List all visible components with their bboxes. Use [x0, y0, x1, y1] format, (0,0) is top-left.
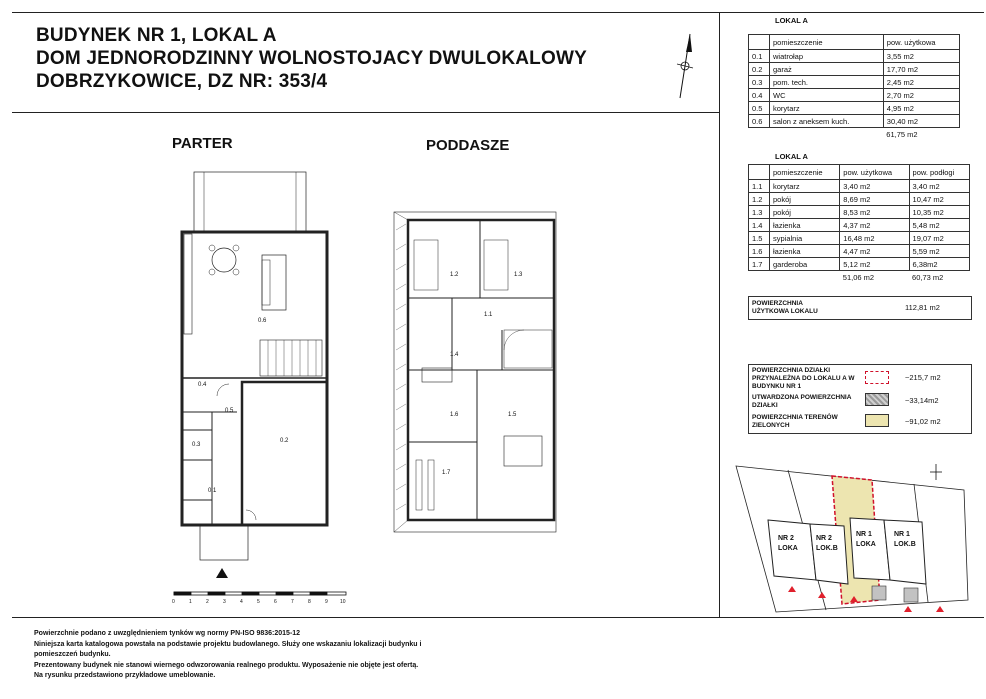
footer-line-3: pomieszczeń budynku.	[34, 651, 111, 658]
site-house-2-line-1: NR 2	[816, 535, 832, 542]
room-label-1.1: 1.1	[484, 312, 493, 318]
poddasze-total-floor: 60,73 m2	[912, 272, 944, 282]
summary-label-line-1: POWIERZCHNIA	[752, 300, 803, 307]
title-block	[36, 24, 587, 93]
footer-line-4: Prezentowany budynek nie stanowi wiernego odwzorowania realnego produktu. Wyposażenie nie objęte jest ofertą.	[34, 661, 419, 669]
footer-line-2: Niniejsza karta katalogowa powstała na podstawie projektu budowlanego. Służy one wskazaniu lokalizacji budynku i	[34, 640, 422, 648]
legend-1-line-2: PRZYNALEŻNA DO LOKALU A W	[752, 375, 855, 382]
title-line-2: DOM JEDNORODZINNY WOLNOSTOJACY DWULOKALOWY	[36, 48, 587, 69]
room-label-0.4: 0.4	[198, 382, 207, 388]
scale-tick-2: 2	[206, 599, 209, 605]
header-room: pomieszczenie	[770, 165, 840, 180]
scale-tick-4: 4	[240, 599, 243, 605]
frame-title-bottom	[12, 112, 719, 113]
legend-3-line-2: ZIELONYCH	[752, 422, 790, 429]
site-house-1-line-1: NR 2	[778, 535, 794, 542]
legend-swatch-dashed-red	[865, 371, 889, 384]
table-header-row	[749, 35, 960, 50]
site-house-2-line-2: LOK.B	[816, 545, 838, 552]
legend-2-value: ~33,14m2	[905, 396, 939, 405]
site-plan	[732, 460, 972, 620]
scale-bar	[172, 590, 352, 606]
room-label-0.3: 0.3	[192, 442, 201, 448]
parter-area-table	[748, 34, 960, 140]
poddasze-total-usable: 51,06 m2	[842, 272, 875, 282]
room-label-0.1: 0.1	[208, 488, 217, 494]
table-row: 1.1 korytarz 3,40 m2 3,40 m2	[749, 180, 970, 193]
scale-tick-1: 1	[189, 599, 192, 605]
header-room: pomieszczenie	[770, 35, 884, 50]
legend-1-value: ~215,7 m2	[905, 373, 941, 382]
legend-2-line-2: DZIAŁKI	[752, 402, 778, 409]
header-usable: pow. użytkowa	[883, 35, 959, 50]
site-house-3-line-1: NR 1	[856, 531, 872, 538]
frame-divider-vertical	[719, 12, 720, 617]
poddasze-table-caption: LOKAL A	[775, 152, 808, 161]
footer-notes	[34, 629, 421, 682]
poddasze-label: PODDASZE	[426, 137, 510, 154]
table-row: 0.3 pom. tech. 2,45 m2	[749, 76, 960, 89]
scale-tick-3: 3	[223, 599, 226, 605]
legend-1-line-3: BUDYNKU NR 1	[752, 383, 802, 390]
table-row: 0.1 wiatrołap 3,55 m2	[749, 50, 960, 63]
room-label-1.2: 1.2	[450, 272, 459, 278]
summary-value: 112,81 m2	[905, 303, 940, 312]
table-row: 1.7 garderoba 5,12 m2 6,38m2	[749, 258, 970, 271]
scale-tick-6: 6	[274, 599, 277, 605]
room-label-1.5: 1.5	[508, 412, 517, 418]
table-row: 0.4 WC 2,70 m2	[749, 89, 960, 102]
table-row: 1.4 łazienka 4,37 m2 5,48 m2	[749, 219, 970, 232]
table-total-row	[749, 128, 960, 141]
site-house-4-line-2: LOK.B	[894, 541, 916, 548]
room-label-1.3: 1.3	[514, 272, 523, 278]
scale-tick-5: 5	[257, 599, 260, 605]
frame-top-line	[12, 12, 984, 13]
legend-1-line-1: POWIERZCHNIA DZIAŁKI	[752, 367, 831, 374]
scale-tick-0: 0	[172, 599, 175, 605]
footer-line-5: Na rysunku przedstawiono przykładowe umeblowanie.	[34, 672, 216, 679]
room-label-1.7: 1.7	[442, 470, 451, 476]
table-row: 1.5 sypialnia 16,48 m2 19,07 m2	[749, 232, 970, 245]
site-house-1-line-2: LOKA	[778, 545, 798, 552]
title-line-3: DOBRZYKOWICE, DZ NR: 353/4	[36, 71, 328, 92]
summary-label-line-2: UŻYTKOWA LOKALU	[752, 308, 818, 315]
room-label-0.6: 0.6	[258, 318, 267, 324]
legend-3-line-1: POWIERZCHNIA TERENÓW	[752, 414, 838, 421]
table-row: 0.2 garaż 17,70 m2	[749, 63, 960, 76]
table-row: 1.3 pokój 8,53 m2 10,35 m2	[749, 206, 970, 219]
table-row: 1.6 łazienka 4,47 m2 5,59 m2	[749, 245, 970, 258]
room-label-0.2: 0.2	[280, 438, 289, 444]
table-row: 0.5 korytarz 4,95 m2	[749, 102, 960, 115]
title-line-1: BUDYNEK NR 1, LOKAL A	[36, 25, 277, 46]
table-row: 0.6 salon z aneksem kuch. 30,40 m2	[749, 115, 960, 128]
header-usable: pow. użytkowa	[840, 165, 909, 180]
scale-tick-8: 8	[308, 599, 311, 605]
poddasze-area-table	[748, 164, 970, 283]
parter-table-caption: LOKAL A	[775, 16, 808, 25]
parter-floor-plan	[172, 150, 372, 580]
parter-total: 61,75 m2	[886, 129, 918, 139]
legend-swatch-green	[865, 414, 889, 427]
scale-tick-7: 7	[291, 599, 294, 605]
room-label-0.5: 0.5	[225, 408, 234, 414]
table-total-row	[749, 271, 970, 284]
scale-tick-9: 9	[325, 599, 328, 605]
poddasze-floor-plan	[392, 210, 567, 580]
site-house-3-line-2: LOKA	[856, 541, 876, 548]
legend-3-value: ~91,02 m2	[905, 417, 941, 426]
table-header-row	[749, 165, 970, 180]
footer-line-1: Powierzchnie podano z uwzględnieniem tynków wg normy PN-ISO 9836:2015-12	[34, 630, 301, 637]
site-house-4-line-1: NR 1	[894, 531, 910, 538]
table-row: 1.2 pokój 8,69 m2 10,47 m2	[749, 193, 970, 206]
north-arrow-icon	[668, 30, 702, 102]
legend-swatch-grey-hatch	[865, 393, 889, 406]
legend-2-line-1: UTWARDZONA POWIERZCHNIA	[752, 394, 852, 401]
scale-tick-10: 10	[340, 599, 346, 605]
parter-label: PARTER	[172, 135, 233, 152]
room-label-1.6: 1.6	[450, 412, 459, 418]
header-floor: pow. podłogi	[909, 165, 969, 180]
room-label-1.4: 1.4	[450, 352, 459, 358]
